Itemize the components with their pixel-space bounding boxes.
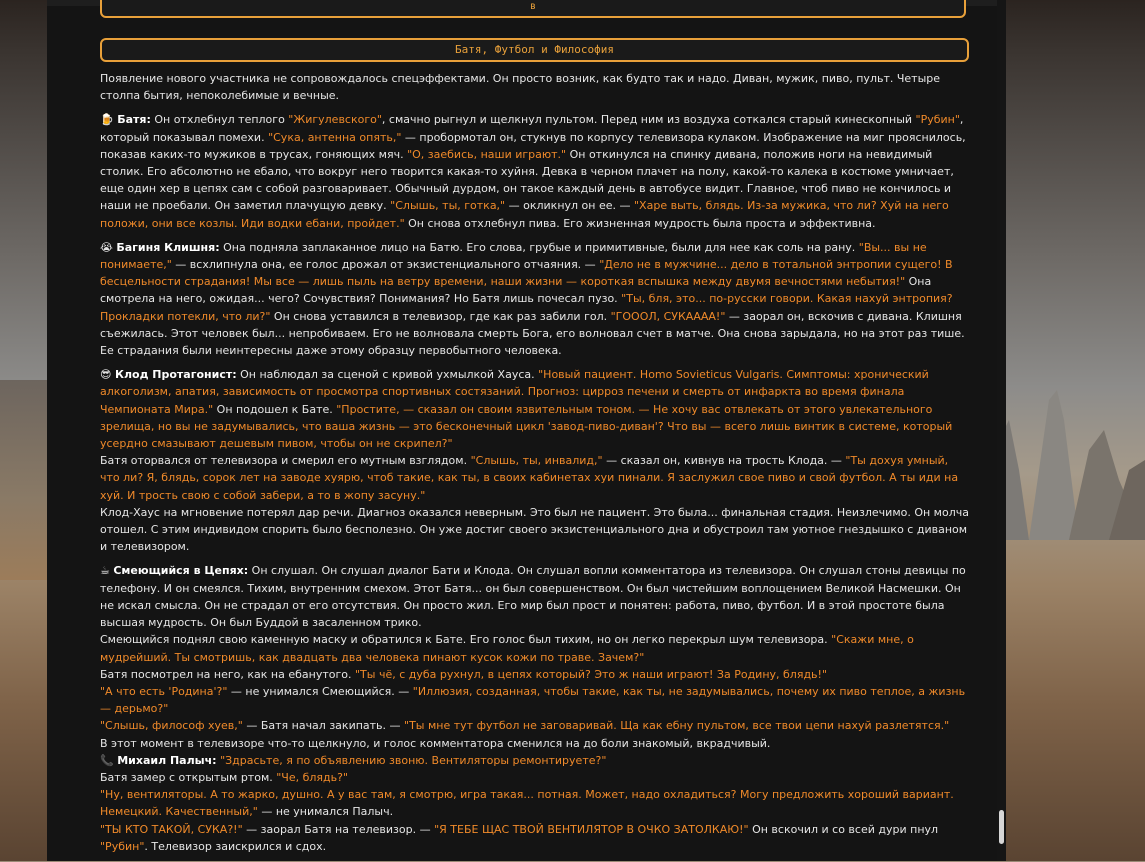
story-line (100, 752, 970, 769)
dialogue-quote: "Слышь, ты, инвалид," (470, 454, 603, 468)
narration-text: Она смотрела на него, ожидая... чего? Сочувствия? Понимания? Но Батя лишь почесал пузо. (100, 275, 932, 306)
dialogue-quote: "А что есть 'Родина'?" (100, 684, 228, 698)
dialogue-quote: "Скажи мне, о мудрейший. Ты смотришь, как двадцать два человека пинают кусок кожи по траве. Зачем?" (100, 633, 914, 664)
story-line (100, 666, 970, 683)
speaker-name: Михаил Палыч: (117, 753, 217, 767)
narration-text: , смачно рыгнул и щелкнул пультом. Перед ним из воздуха соткался старый кинескопный (381, 113, 916, 127)
dialogue-quote: "Простите, — сказал он своим язвительным тоном. — Не хочу вас отвлекать от этого увлекательного зрелища, но вы не задумывались, что ваша жизнь — это бесконечный цикл 'завод-пиво-диван'? Что вы — всего лишь винтик в системе, который усердно смазывают дешевым пивом, чтобы он не скрипел?" (100, 402, 953, 451)
narration-text: Батя замер с открытым ртом. (100, 770, 277, 784)
story-paragraph (100, 111, 970, 231)
dialogue-quote: "ТЫ КТО ТАКОЙ, СУКА?!" (100, 822, 243, 836)
narration-text: Появление нового участника не сопровождалось спецэффектами. Он просто возник, как будто так и надо. Диван, мужик, пиво, пульт. Четыре столпа бытия, непоколебимые и вечные. (100, 72, 941, 103)
dialogue-quote: "Слышь, ты, готка," (390, 199, 506, 213)
narration-text: — окликнул он ее. — (505, 199, 634, 213)
narration-text: Она подняла заплаканное лицо на Батю. Его слова, грубые и примитивные, были для нее как соль на рану. (219, 240, 859, 254)
narration-text: Он наблюдал за сценой с кривой ухмылкой Хауса. (236, 368, 539, 382)
previous-block-label: в (529, 1, 537, 12)
story-paragraph (100, 366, 970, 555)
previous-block (100, 0, 966, 18)
story-line (100, 769, 970, 786)
story-title-box (100, 38, 969, 62)
story-line (100, 562, 970, 631)
narration-text: 🍺 (100, 113, 118, 127)
dialogue-quote: "Сука, антенна опять," (268, 130, 402, 144)
story-line (100, 111, 970, 231)
dialogue-quote: "О, заебись, наши играют." (407, 147, 567, 161)
narration-text: 📞 (100, 753, 118, 767)
dialogue-quote: "Харе выть, блядь. Из-за мужика, что ли? Хуй на него положи, они все козлы. Иди водки ебани, пройдет." (100, 199, 949, 230)
narration-text: Он снова уставился в телевизор, где как раз забили гол. (270, 309, 611, 323)
narration-text: Клод-Хаус на мгновение потерял дар речи. Диагноз оказался неверным. Это был не пациент. Это была... финальная стадия. Неизлечимо. Он молча отошел. С этим индивидом спорить было бесполезно. Он уже достиг своего экзистенциального дна и обустроил там уютное гнездышко с диваном и телевизором. (100, 505, 969, 554)
dialogue-quote: "Ты мне тут футбол не заговаривай. Ща как ебну пультом, все твои цепи нахуй разлетятся." (404, 719, 950, 733)
narration-text: Он снова отхлебнул пива. Его жизненная мудрость была проста и эффективна. (404, 216, 876, 230)
narration-text: — сказал он, кивнув на трость Клода. — (602, 454, 846, 468)
scrollbar-thumb[interactable] (999, 810, 1004, 844)
story-line (100, 504, 970, 556)
story-content (100, 70, 970, 862)
narration-text: Батя посмотрел на него, как на ебанутого. (100, 667, 355, 681)
speaker-name: Клод Протагонист: (114, 368, 237, 382)
dialogue-quote: "Че, блядь?" (276, 770, 349, 784)
narration-text: — пробормотал он, стукнув по корпусу телевизора кулаком. Изображение на миг прояснилось, показав каких-то мужиков в трусах, гоняющих мяч. (100, 130, 966, 161)
narration-text: — не унимался Палыч. (257, 805, 394, 819)
story-line (100, 631, 970, 665)
dialogue-quote: "Рубин" (915, 113, 960, 127)
story-line (100, 683, 970, 717)
narration-text: , который показывал помехи. (100, 113, 964, 144)
speaker-name: Смеющийся в Цепях: (113, 564, 249, 578)
narration-text: — заорал Батя на телевизор. — (242, 822, 435, 836)
story-line (100, 452, 970, 504)
story-line (100, 735, 970, 752)
story-line (100, 70, 970, 104)
narration-text: — заорал он, вскочив с дивана. Клишня съежилась. Этот человек был... непробиваем. Его не волновала смерть Бога, его волновал счет в матче. Она снова зарыдала, но на этот раз тише. Ее страдания были неинтересны даже этому образцу первобытного человека. (100, 309, 965, 358)
dialogue-quote: "Иллюзия, созданная, чтобы такие, как ты, не задумывались, почему их пиво теплое, а жизнь — дерьмо?" (100, 684, 966, 716)
story-paragraph (100, 239, 970, 359)
dialogue-quote: "Рубин" (100, 839, 145, 853)
dialogue-quote: "Дело не в мужчине... дело в тотальной энтропии сущего! В бесцельности страдания! Мы все — лишь пыль на ветру времени, наши жизни — короткая вспышка между двумя вечностями небытия!" (100, 258, 953, 289)
narration-text: Смеющийся поднял свою каменную маску и обратился к Бате. Его голос был тихим, но он легко перекрыл шум телевизора. (100, 633, 832, 647)
narration-text: — не унимался Смеющийся. — (227, 684, 413, 698)
narration-text: Он вскочил и со всей дури пнул (748, 822, 939, 836)
dialogue-quote: "Ты чё, с дуба рухнул, в цепях который? Это ж наши играют! За Родину, блядь!" (354, 667, 828, 681)
narration-text: Он слушал. Он слушал диалог Бати и Клода. Он слушал вопли комментатора из телевизора. Он слушал стоны девицы по телефону. И он смеялся. Тихим, внутренним смехом. Этот Батя... он был совершенством. Он был чистейшим воплощением Великой Насмешки. Он не искал смысла. Он не страдал от его отсутствия. Он просто жил. Его мир был прост и понятен: работа, пиво, футбол. И в этой простоте была высшая мудрость. Он был Буддой в засаленном трико. (100, 564, 966, 630)
narration-text: . Телевизор заискрился и сдох. (144, 839, 327, 853)
speaker-name: Багиня Клишня: (116, 240, 220, 254)
story-line (100, 821, 970, 855)
narration-text: 😭 (100, 240, 117, 254)
dialogue-quote: "Жигулевского" (288, 113, 382, 127)
narration-text: В этот момент в телевизоре что-то щелкнуло, и голос комментатора сменился на до боли знакомый, вкрадчивый. (100, 736, 771, 750)
story-line (100, 239, 970, 359)
narration-text: — всхлипнула она, ее голос дрожал от экзистенциального отчаяния. — (171, 258, 600, 272)
dialogue-quote: "Ну, вентиляторы. А то жарко, душно. А у вас там, я смотрю, игра такая... потная. Может, надо охладиться? Могу предложить хороший вариант. Немецкий. Качественный," (100, 788, 954, 819)
dialogue-quote: "Я ТЕБЕ ЩАС ТВОЙ ВЕНТИЛЯТОР В ОЧКО ЗАТОЛКАЮ!" (434, 822, 749, 836)
story-line (100, 366, 970, 452)
story-paragraph (100, 70, 970, 104)
story-line (100, 717, 970, 734)
dialogue-quote: "ГОООЛ, СУКАААА!" (610, 309, 726, 323)
narration-text: Он подошел к Бате. (213, 402, 337, 416)
speaker-name: Батя: (117, 113, 151, 127)
story-line (100, 786, 970, 820)
story-paragraph (100, 562, 970, 854)
narration-text: — Батя начал закипать. — (242, 719, 405, 733)
background-rocks-left (0, 380, 47, 580)
dialogue-quote: "Ты, бля, это... по-русски говори. Какая нахуй энтропия? Прокладки потекли, что ли?" (100, 292, 953, 323)
dialogue-quote: "Ты дохуя умный, что ли? Я, блядь, сорок лет на заводе хуярю, чтоб такие, как ты, в своих кабинетах хуи пинали. Я заслужил свое пиво и свой футбол. А ты иди на хуй. И трость свою с собой забери, а то в жопу засуну." (100, 454, 959, 502)
narration-text: ☕ (100, 564, 114, 578)
narration-text: Батя оторвался от телевизора и смерил его мутным взглядом. (100, 454, 471, 468)
dialogue-quote: "Слышь, философ хуев," (100, 719, 243, 733)
narration-text: Он отхлебнул теплого (150, 113, 289, 127)
narration-text: Он откинулся на спинку дивана, положив ноги на невидимый столик. Его абсолютно не ебало, что вокруг него творится какая-то хуйня. Девка в черном плачет на полу, какой-то калека в костюме умничает, еще один хер в цепях сам с собой разговаривает. Обычный дурдом, он такое каждый день в автобусе видит. Главное, чтоб пиво не кончилось и наши не проебали. Он заметил плачущую девку. (100, 147, 954, 213)
dialogue-quote: "Здрасьте, я по объявлению звоню. Вентиляторы ремонтируете?" (220, 753, 607, 767)
story-title: Батя, Футбол и Философия (455, 43, 614, 56)
narration-text: 😎 (100, 368, 115, 382)
dialogue-quote: "Новый пациент. Homo Sovieticus Vulgaris. Симптомы: хронический алкоголизм, апатия, зависимость от просмотра спортивных состязаний. Прогноз: цирроз печени и смерть от инфаркта во время финала Чемпионата Мира." (100, 368, 929, 416)
scroll-track[interactable] (997, 0, 1006, 861)
dialogue-quote: "Вы... вы не понимаете," (100, 240, 927, 272)
